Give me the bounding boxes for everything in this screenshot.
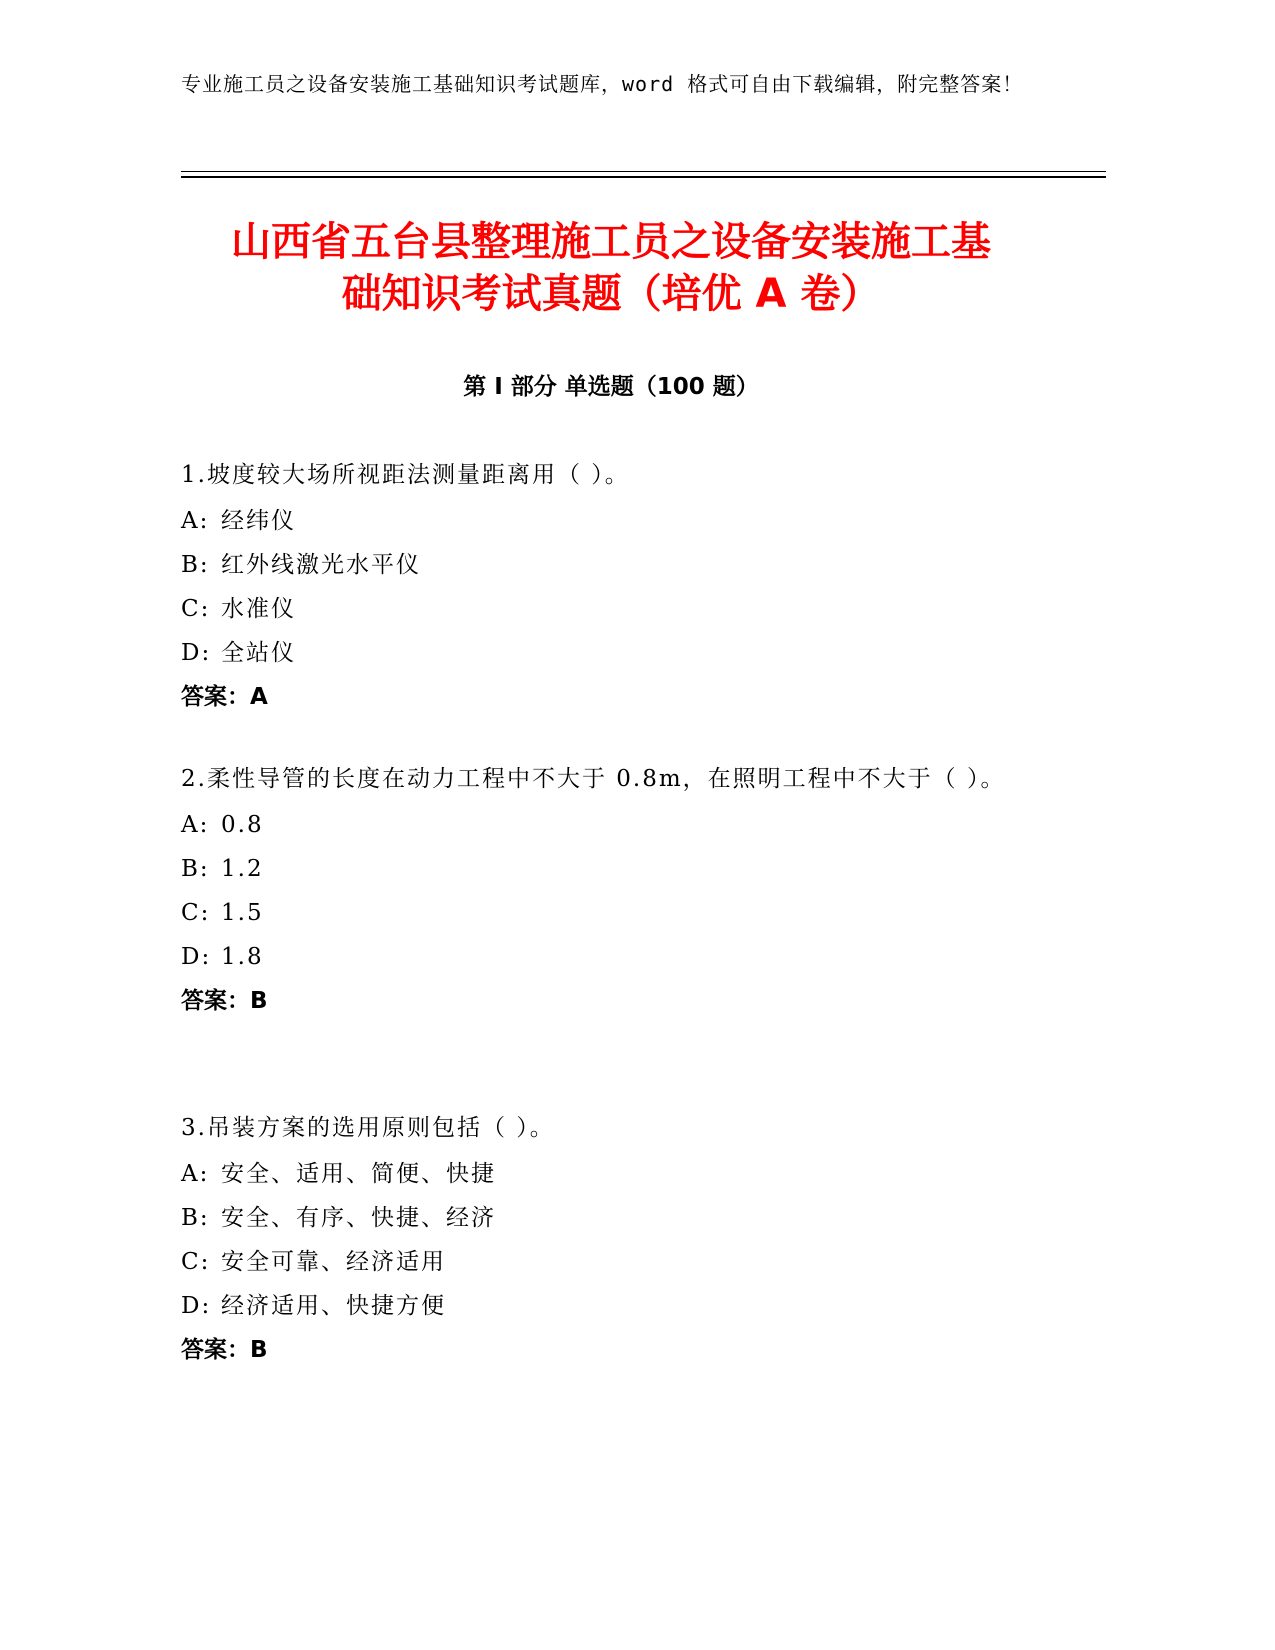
option-key: B: [181, 1205, 210, 1231]
question-stem: 2.柔性导管的长度在动力工程中不大于 0.8m，在照明工程中不大于（ ）。 [181, 766, 1006, 792]
section-title: 第 I 部分 单选题（100 题） [463, 374, 759, 400]
option-key: D: [181, 1293, 212, 1319]
title-line-1: 山西省五台县整理施工员之设备安装施工基 [231, 219, 991, 265]
option-key: D: [181, 640, 212, 666]
option-a [181, 499, 1041, 543]
option-a [181, 803, 1041, 847]
option-key: C: [181, 596, 211, 622]
title-line-2: 础知识考试真题（培优 A 卷） [341, 271, 881, 317]
option-key: C: [181, 1249, 211, 1275]
document-title [181, 216, 1041, 320]
option-c [181, 1240, 1041, 1284]
question-stem: 1.坡度较大场所视距法测量距离用（ ）。 [181, 462, 630, 488]
option-d [181, 935, 1041, 979]
answer: 答案：B [181, 1337, 268, 1363]
option-b [181, 847, 1041, 891]
option-text: 经济适用、快捷方便 [221, 1293, 446, 1319]
option-a [181, 1152, 1041, 1196]
option-text: 安全、适用、简便、快捷 [221, 1161, 496, 1187]
option-c [181, 587, 1041, 631]
option-text: 安全、有序、快捷、经济 [221, 1205, 496, 1231]
header-divider-thick [181, 176, 1106, 178]
question-2 [181, 757, 1041, 1023]
question-1 [181, 453, 1041, 719]
option-key: C: [181, 900, 211, 926]
option-text: 0.8 [221, 812, 264, 838]
option-key: A: [181, 812, 210, 838]
option-d [181, 631, 1041, 675]
option-text: 水准仪 [221, 596, 296, 622]
option-text: 1.5 [221, 900, 264, 926]
option-text: 经纬仪 [221, 508, 296, 534]
answer: 答案：A [181, 684, 268, 710]
option-key: D: [181, 944, 212, 970]
option-text: 安全可靠、经济适用 [221, 1249, 446, 1275]
option-c [181, 891, 1041, 935]
option-key: B: [181, 856, 210, 882]
option-text: 1.8 [221, 944, 264, 970]
question-3 [181, 1106, 1041, 1372]
option-text: 红外线激光水平仪 [221, 552, 421, 578]
answer: 答案：B [181, 988, 268, 1014]
option-b [181, 543, 1041, 587]
header-divider-thin [181, 171, 1106, 172]
question-stem: 3.吊装方案的选用原则包括（ ）。 [181, 1115, 555, 1141]
option-text: 1.2 [221, 856, 264, 882]
option-key: A: [181, 508, 210, 534]
option-text: 全站仪 [221, 640, 296, 666]
option-d [181, 1284, 1041, 1328]
option-key: B: [181, 552, 210, 578]
header-note: 专业施工员之设备安装施工基础知识考试题库，word 格式可自由下载编辑，附完整答案！ [181, 72, 1024, 96]
option-b [181, 1196, 1041, 1240]
option-key: A: [181, 1161, 210, 1187]
